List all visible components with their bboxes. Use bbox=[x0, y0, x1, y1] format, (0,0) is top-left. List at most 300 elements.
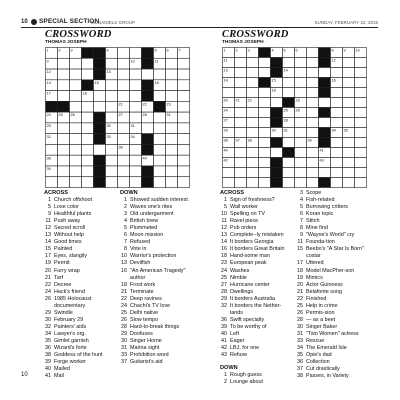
grid-cell[interactable] bbox=[331, 68, 343, 78]
grid-cell[interactable] bbox=[331, 168, 343, 178]
grid-cell[interactable] bbox=[46, 144, 58, 155]
clue-item bbox=[296, 204, 364, 211]
grid-cell[interactable] bbox=[235, 178, 247, 188]
grid-cell[interactable] bbox=[178, 177, 190, 188]
grid-cell[interactable] bbox=[259, 58, 271, 68]
grid-cell[interactable] bbox=[106, 58, 118, 69]
grid-number: 31 bbox=[166, 113, 171, 118]
grid-cell[interactable] bbox=[355, 68, 367, 78]
grid-cell[interactable] bbox=[178, 101, 190, 112]
grid-cell[interactable] bbox=[319, 68, 331, 78]
grid-number: 10 bbox=[130, 59, 135, 64]
grid-cell[interactable] bbox=[106, 112, 118, 123]
grid-cell[interactable] bbox=[319, 168, 331, 178]
clue-item bbox=[44, 352, 103, 359]
clue-item bbox=[220, 211, 285, 218]
grid-cell[interactable] bbox=[343, 88, 355, 98]
grid-cell[interactable] bbox=[58, 123, 70, 134]
clue-number: 5 bbox=[124, 225, 127, 232]
grid-cell[interactable] bbox=[118, 58, 130, 69]
grid-cell[interactable] bbox=[343, 68, 355, 78]
grid-cell[interactable] bbox=[331, 158, 343, 168]
grid-cell[interactable] bbox=[118, 48, 130, 59]
grid-cell[interactable] bbox=[130, 112, 142, 123]
grid-cell[interactable] bbox=[235, 128, 247, 138]
grid-cell[interactable] bbox=[307, 148, 319, 158]
clue-number: 24 bbox=[45, 288, 51, 295]
grid-cell[interactable] bbox=[331, 178, 343, 188]
grid-cell[interactable] bbox=[355, 128, 367, 138]
grid-cell[interactable] bbox=[130, 101, 142, 112]
grid-block bbox=[271, 58, 283, 68]
grid-cell[interactable] bbox=[70, 123, 82, 134]
clue-item bbox=[44, 268, 103, 275]
grid-cell[interactable] bbox=[118, 134, 130, 145]
grid-cell[interactable] bbox=[283, 178, 295, 188]
grid-number: 28 bbox=[283, 118, 288, 123]
grid-cell[interactable] bbox=[295, 128, 307, 138]
clue-text: "Wayne's World" cry bbox=[306, 232, 355, 239]
clue-item bbox=[220, 331, 285, 338]
grid-cell[interactable] bbox=[166, 134, 178, 145]
grid-cell[interactable] bbox=[343, 98, 355, 108]
grid-cell[interactable] bbox=[259, 168, 271, 178]
grid-cell[interactable] bbox=[247, 108, 259, 118]
grid-cell[interactable] bbox=[94, 101, 106, 112]
grid-number: 1 bbox=[46, 48, 49, 53]
grid-number: 34 bbox=[331, 128, 336, 133]
clue-text: — as a beet bbox=[306, 316, 336, 323]
grid-cell[interactable] bbox=[235, 108, 247, 118]
grid-cell[interactable] bbox=[355, 118, 367, 128]
grid-cell[interactable] bbox=[283, 88, 295, 98]
clue-item bbox=[220, 303, 285, 310]
clue-number: 30 bbox=[121, 337, 127, 344]
grid-cell[interactable] bbox=[295, 138, 307, 148]
grid-cell[interactable] bbox=[178, 69, 190, 80]
grid-cell[interactable] bbox=[295, 158, 307, 168]
grid-cell[interactable] bbox=[259, 178, 271, 188]
grid-cell[interactable] bbox=[130, 166, 142, 177]
grid-cell[interactable] bbox=[82, 177, 94, 188]
clue-number: 21 bbox=[297, 288, 303, 295]
clue-item bbox=[44, 331, 103, 338]
grid-cell[interactable] bbox=[235, 158, 247, 168]
grid-cell[interactable] bbox=[166, 144, 178, 155]
grid-cell[interactable] bbox=[259, 118, 271, 128]
grid-cell[interactable] bbox=[271, 98, 283, 108]
clue-text: Vote in bbox=[130, 246, 147, 253]
grid-cell[interactable] bbox=[154, 112, 166, 123]
grid-cell[interactable] bbox=[166, 123, 178, 134]
grid-cell[interactable] bbox=[82, 123, 94, 134]
grid-cell[interactable] bbox=[247, 68, 259, 78]
clue-item bbox=[220, 352, 285, 359]
grid-cell[interactable] bbox=[295, 118, 307, 128]
grid-cell[interactable] bbox=[82, 58, 94, 69]
grid-cell[interactable] bbox=[259, 88, 271, 98]
grid-cell[interactable] bbox=[58, 80, 70, 91]
grid-block bbox=[94, 177, 106, 188]
grid-cell[interactable] bbox=[154, 134, 166, 145]
grid-cell[interactable] bbox=[130, 144, 142, 155]
clue-text: Burrowing critters bbox=[306, 204, 348, 211]
grid-block bbox=[271, 108, 283, 118]
clue-item bbox=[296, 352, 364, 359]
grid-cell[interactable] bbox=[307, 78, 319, 88]
grid-cell[interactable] bbox=[247, 158, 259, 168]
clue-text: Finished bbox=[306, 295, 327, 302]
grid-cell[interactable] bbox=[82, 134, 94, 145]
grid-cell[interactable] bbox=[319, 98, 331, 108]
grid-cell[interactable] bbox=[166, 58, 178, 69]
grid-cell[interactable] bbox=[130, 80, 142, 91]
clue-item bbox=[220, 268, 285, 275]
grid-cell[interactable] bbox=[154, 69, 166, 80]
grid-cell[interactable] bbox=[166, 155, 178, 166]
grid-block bbox=[154, 101, 166, 112]
grid-number: 16 bbox=[331, 78, 336, 83]
grid-cell[interactable] bbox=[235, 148, 247, 158]
clue-text: It borders Australia bbox=[230, 295, 275, 302]
grid-number: 14 bbox=[46, 80, 51, 85]
grid-cell[interactable] bbox=[106, 101, 118, 112]
grid-cell[interactable] bbox=[178, 155, 190, 166]
grid-cell[interactable] bbox=[283, 158, 295, 168]
grid-cell[interactable] bbox=[331, 118, 343, 128]
clue-number: 11 bbox=[297, 239, 303, 246]
grid-cell[interactable] bbox=[295, 88, 307, 98]
grid-cell[interactable] bbox=[82, 69, 94, 80]
grid-cell[interactable] bbox=[223, 178, 235, 188]
grid-cell[interactable] bbox=[166, 80, 178, 91]
grid-cell[interactable] bbox=[106, 80, 118, 91]
grid-cell[interactable] bbox=[154, 177, 166, 188]
grid-svg[interactable] bbox=[45, 47, 190, 188]
grid-cell[interactable] bbox=[130, 48, 142, 59]
grid-cell[interactable] bbox=[58, 177, 70, 188]
grid-cell[interactable] bbox=[223, 168, 235, 178]
clue-item bbox=[44, 225, 103, 232]
grid-cell[interactable] bbox=[178, 91, 190, 102]
grid-cell[interactable] bbox=[58, 166, 70, 177]
grid-cell[interactable] bbox=[106, 166, 118, 177]
grid-cell[interactable] bbox=[247, 118, 259, 128]
grid-cell[interactable] bbox=[46, 177, 58, 188]
grid-cell[interactable] bbox=[70, 177, 82, 188]
grid-block bbox=[271, 158, 283, 168]
grid-cell[interactable] bbox=[307, 68, 319, 78]
grid-cell[interactable] bbox=[82, 155, 94, 166]
grid-cell[interactable] bbox=[355, 158, 367, 168]
clue-number: 6 bbox=[300, 211, 303, 218]
grid-cell[interactable] bbox=[82, 101, 94, 112]
clue-number: 16 bbox=[121, 267, 127, 274]
grid-number: 1 bbox=[223, 48, 226, 53]
grid-cell[interactable] bbox=[355, 98, 367, 108]
grid-cell[interactable] bbox=[259, 128, 271, 138]
grid-cell[interactable] bbox=[259, 148, 271, 158]
grid-cell[interactable] bbox=[166, 166, 178, 177]
clue-text: Belafonte song bbox=[306, 288, 342, 295]
grid-cell[interactable] bbox=[343, 108, 355, 118]
grid-cell[interactable] bbox=[295, 168, 307, 178]
grid-cell[interactable] bbox=[178, 123, 190, 134]
grid-cell[interactable] bbox=[235, 68, 247, 78]
grid-cell[interactable] bbox=[106, 177, 118, 188]
grid-cell[interactable] bbox=[343, 58, 355, 68]
grid-cell[interactable] bbox=[235, 168, 247, 178]
grid-cell[interactable] bbox=[283, 78, 295, 88]
clue-item bbox=[296, 275, 364, 282]
grid-cell[interactable] bbox=[118, 155, 130, 166]
clue-text: LBJ, for one bbox=[230, 345, 260, 352]
crossword-grid-left[interactable] bbox=[45, 47, 190, 188]
grid-cell[interactable] bbox=[247, 58, 259, 68]
grid-cell[interactable] bbox=[343, 178, 355, 188]
grid-cell[interactable] bbox=[295, 58, 307, 68]
clue-item bbox=[296, 373, 364, 380]
grid-cell[interactable] bbox=[307, 48, 319, 58]
grid-block bbox=[94, 155, 106, 166]
clue-heading: DOWN bbox=[120, 190, 138, 196]
grid-cell[interactable] bbox=[307, 98, 319, 108]
grid-cell[interactable] bbox=[178, 134, 190, 145]
grid-cell[interactable] bbox=[223, 88, 235, 98]
grid-number: 40 bbox=[223, 148, 228, 153]
clue-text: Pub orders bbox=[230, 225, 257, 232]
grid-cell[interactable] bbox=[70, 166, 82, 177]
grid-cell[interactable] bbox=[343, 118, 355, 128]
grid-cell[interactable] bbox=[319, 118, 331, 128]
grid-cell[interactable] bbox=[355, 88, 367, 98]
grid-cell[interactable] bbox=[70, 58, 82, 69]
clue-text: Ravel piece bbox=[230, 218, 259, 225]
grid-cell[interactable] bbox=[307, 88, 319, 98]
grid-cell[interactable] bbox=[70, 101, 82, 112]
clue-number: 32 bbox=[45, 323, 51, 330]
grid-cell[interactable] bbox=[82, 112, 94, 123]
grid-cell[interactable] bbox=[142, 123, 154, 134]
clue-item bbox=[220, 338, 285, 345]
grid-cell[interactable] bbox=[142, 69, 154, 80]
clue-number: 36 bbox=[297, 359, 303, 366]
grid-cell[interactable] bbox=[70, 155, 82, 166]
puzzle-title-left: CROSSWORD bbox=[45, 29, 112, 40]
page-number: 10 bbox=[21, 19, 28, 25]
grid-cell[interactable] bbox=[295, 78, 307, 88]
grid-cell[interactable] bbox=[247, 178, 259, 188]
grid-cell[interactable] bbox=[271, 148, 283, 158]
clue-number: 1 bbox=[224, 372, 227, 379]
grid-cell[interactable] bbox=[295, 178, 307, 188]
grid-number: 6 bbox=[295, 48, 298, 53]
grid-cell[interactable] bbox=[247, 148, 259, 158]
grid-number: 22 bbox=[247, 98, 252, 103]
grid-cell[interactable] bbox=[259, 138, 271, 148]
grid-cell[interactable] bbox=[178, 166, 190, 177]
grid-cell[interactable] bbox=[82, 166, 94, 177]
grid-cell[interactable] bbox=[58, 58, 70, 69]
grid-cell[interactable] bbox=[355, 168, 367, 178]
grid-cell[interactable] bbox=[355, 78, 367, 88]
clue-number: 32 bbox=[221, 302, 227, 309]
grid-cell[interactable] bbox=[331, 138, 343, 148]
grid-cell[interactable] bbox=[118, 123, 130, 134]
grid-cell[interactable] bbox=[247, 78, 259, 88]
grid-cell[interactable] bbox=[307, 118, 319, 128]
clue-item bbox=[220, 379, 285, 386]
grid-cell[interactable] bbox=[307, 158, 319, 168]
grid-cell[interactable] bbox=[355, 58, 367, 68]
grid-cell[interactable] bbox=[235, 58, 247, 68]
clue-number: 2 bbox=[124, 204, 127, 211]
clue-text: Collection bbox=[306, 359, 330, 366]
grid-cell[interactable] bbox=[118, 80, 130, 91]
grid-cell[interactable] bbox=[295, 148, 307, 158]
grid-number: 23 bbox=[166, 102, 171, 107]
grid-cell[interactable] bbox=[235, 88, 247, 98]
clue-item bbox=[120, 211, 188, 218]
clue-text: Mailed bbox=[54, 366, 70, 373]
grid-cell[interactable] bbox=[283, 168, 295, 178]
grid-cell[interactable] bbox=[154, 166, 166, 177]
grid-cell[interactable] bbox=[259, 158, 271, 168]
grid-cell[interactable] bbox=[70, 134, 82, 145]
grid-cell[interactable] bbox=[331, 98, 343, 108]
grid-cell[interactable] bbox=[106, 91, 118, 102]
grid-cell[interactable] bbox=[70, 80, 82, 91]
grid-number: 36 bbox=[223, 138, 228, 143]
grid-cell[interactable] bbox=[307, 128, 319, 138]
grid-cell[interactable] bbox=[331, 148, 343, 158]
grid-cell[interactable] bbox=[343, 168, 355, 178]
grid-cell[interactable] bbox=[166, 91, 178, 102]
grid-cell[interactable] bbox=[235, 78, 247, 88]
grid-cell[interactable] bbox=[259, 108, 271, 118]
grid-number: 3 bbox=[247, 48, 250, 53]
grid-cell[interactable] bbox=[178, 144, 190, 155]
grid-cell[interactable] bbox=[355, 148, 367, 158]
grid-block bbox=[142, 58, 154, 69]
grid-cell[interactable] bbox=[58, 155, 70, 166]
clue-text: Hard-to-break things bbox=[130, 323, 180, 330]
grid-cell[interactable] bbox=[58, 144, 70, 155]
grid-cell[interactable] bbox=[331, 108, 343, 118]
grid-cell[interactable] bbox=[259, 68, 271, 78]
clue-item bbox=[296, 239, 364, 246]
grid-cell[interactable] bbox=[130, 69, 142, 80]
clue-item bbox=[44, 317, 103, 324]
grid-cell[interactable] bbox=[343, 78, 355, 88]
grid-cell[interactable] bbox=[343, 138, 355, 148]
grid-cell[interactable] bbox=[343, 148, 355, 158]
grid-cell[interactable] bbox=[118, 166, 130, 177]
grid-cell[interactable] bbox=[154, 123, 166, 134]
grid-cell[interactable] bbox=[178, 58, 190, 69]
grid-cell[interactable] bbox=[118, 69, 130, 80]
clue-item bbox=[44, 345, 103, 352]
clue-item bbox=[296, 246, 364, 253]
crossword-grid-right[interactable] bbox=[222, 47, 367, 188]
grid-cell[interactable] bbox=[307, 178, 319, 188]
grid-cell[interactable] bbox=[118, 91, 130, 102]
grid-cell[interactable] bbox=[247, 88, 259, 98]
grid-cell[interactable] bbox=[130, 91, 142, 102]
grid-cell[interactable] bbox=[82, 144, 94, 155]
grid-cell[interactable] bbox=[154, 91, 166, 102]
clue-item bbox=[44, 239, 103, 246]
grid-number: 21 bbox=[235, 98, 240, 103]
grid-cell[interactable] bbox=[355, 108, 367, 118]
grid-cell[interactable] bbox=[331, 88, 343, 98]
clue-item bbox=[120, 204, 188, 211]
grid-cell[interactable] bbox=[355, 138, 367, 148]
grid-cell[interactable] bbox=[70, 144, 82, 155]
grid-cell[interactable] bbox=[166, 69, 178, 80]
grid-cell[interactable] bbox=[247, 168, 259, 178]
grid-svg[interactable] bbox=[222, 47, 367, 188]
clue-text: Lawyer's org. bbox=[54, 330, 86, 337]
clue-number: 5 bbox=[300, 204, 303, 211]
grid-cell[interactable] bbox=[295, 68, 307, 78]
clue-text: Uttered bbox=[306, 260, 324, 267]
grid-cell[interactable] bbox=[307, 58, 319, 68]
clue-item bbox=[120, 218, 188, 225]
grid-cell[interactable] bbox=[118, 177, 130, 188]
clue-number: 3 bbox=[300, 190, 303, 196]
clue-item bbox=[296, 338, 364, 345]
grid-number: 39 bbox=[307, 138, 312, 143]
grid-cell[interactable] bbox=[70, 69, 82, 80]
grid-cell[interactable] bbox=[283, 138, 295, 148]
grid-cell[interactable] bbox=[58, 134, 70, 145]
grid-cell[interactable] bbox=[247, 128, 259, 138]
grid-cell[interactable] bbox=[154, 155, 166, 166]
grid-cell[interactable] bbox=[154, 144, 166, 155]
grid-cell[interactable] bbox=[355, 178, 367, 188]
grid-cell[interactable] bbox=[343, 158, 355, 168]
clue-item bbox=[296, 331, 364, 338]
grid-cell[interactable] bbox=[259, 98, 271, 108]
grid-cell[interactable] bbox=[178, 112, 190, 123]
clue-number: 4 bbox=[124, 218, 127, 225]
grid-number: 35 bbox=[343, 128, 348, 133]
clue-number: 22 bbox=[121, 295, 127, 302]
grid-cell[interactable] bbox=[166, 177, 178, 188]
grid-cell[interactable] bbox=[58, 91, 70, 102]
grid-cell[interactable] bbox=[130, 155, 142, 166]
clue-text: Push away bbox=[54, 218, 81, 225]
grid-cell[interactable] bbox=[58, 69, 70, 80]
grid-cell[interactable] bbox=[94, 91, 106, 102]
grid-cell[interactable] bbox=[307, 168, 319, 178]
clue-text: Terminate bbox=[130, 288, 154, 295]
clue-number: 29 bbox=[221, 295, 227, 302]
clue-number: 21 bbox=[45, 274, 51, 281]
grid-cell[interactable] bbox=[70, 91, 82, 102]
grid-cell[interactable] bbox=[94, 144, 106, 155]
grid-cell[interactable] bbox=[178, 80, 190, 91]
grid-cell[interactable] bbox=[235, 118, 247, 128]
grid-cell[interactable] bbox=[106, 144, 118, 155]
grid-number: 4 bbox=[271, 48, 274, 53]
grid-cell[interactable] bbox=[307, 108, 319, 118]
grid-cell[interactable] bbox=[130, 177, 142, 188]
grid-cell[interactable] bbox=[283, 58, 295, 68]
clue-number: 30 bbox=[297, 323, 303, 330]
grid-cell[interactable] bbox=[106, 155, 118, 166]
